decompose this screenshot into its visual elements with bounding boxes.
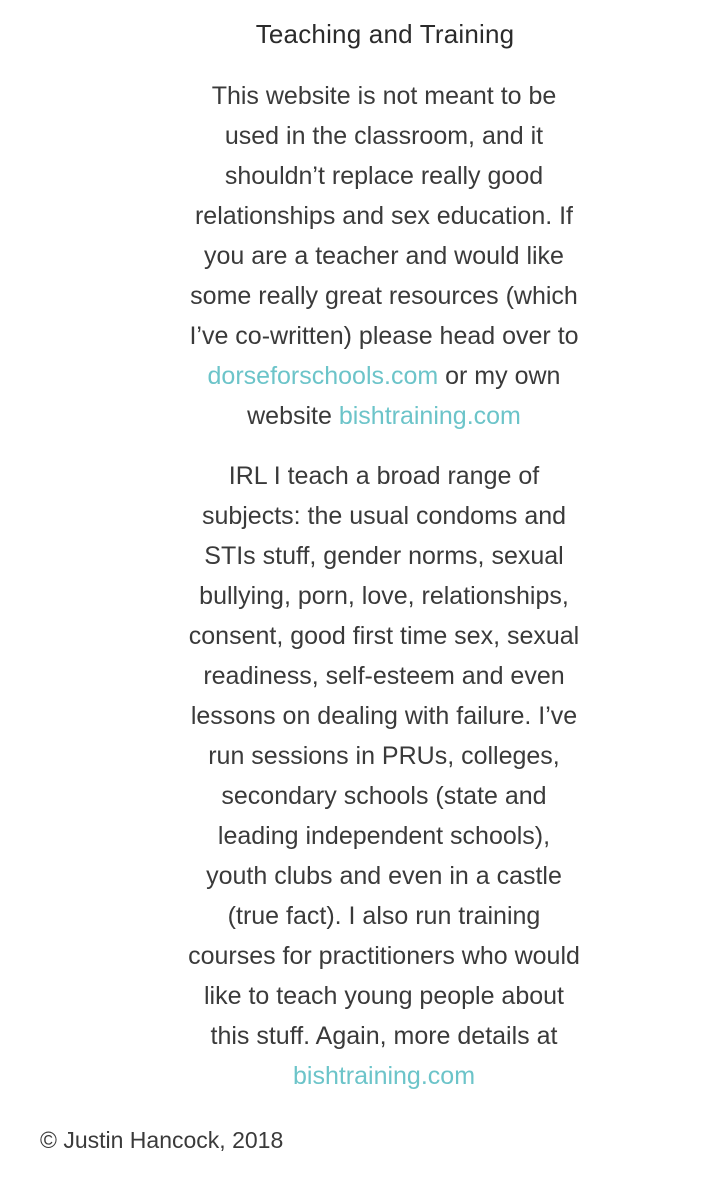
intro-paragraph (184, 76, 584, 436)
section-title: Teaching and Training (255, 19, 515, 49)
training-text: IRL I teach a broad range of subjects: the usual condoms and STIs stuff, gender norms, sexual bullying, porn, love, relationships, consent, good first time sex, sexual readiness, self-esteem and even lessons on dealing with failure. I’ve run sessions in PRUs, colleges, secondary schools (state and leading independent schools), youth clubs and even in a castle (true fact). I also run training courses for practitioners who would like to teach young people about this stuff. Again, more details at (188, 462, 580, 1050)
training-paragraph-block (184, 456, 584, 1096)
copyright-footer: © Justin Hancock, 2018 (40, 1127, 284, 1153)
dorseforschools-link[interactable]: dorseforschools.com (207, 362, 439, 390)
bishtraining-link-2[interactable]: bishtraining.com (292, 1062, 476, 1090)
intro-paragraph-block (184, 76, 584, 436)
bishtraining-link[interactable]: bishtraining.com (338, 402, 521, 430)
training-paragraph (184, 456, 584, 1096)
intro-text: This website is not meant to be used in the classroom, and it shouldn’t replace really good relationships and sex education. If you are a teacher and would like some really great resources (which I’ve co-written) please head over to (189, 82, 579, 350)
intro-mid-text: or my own website (247, 362, 561, 430)
